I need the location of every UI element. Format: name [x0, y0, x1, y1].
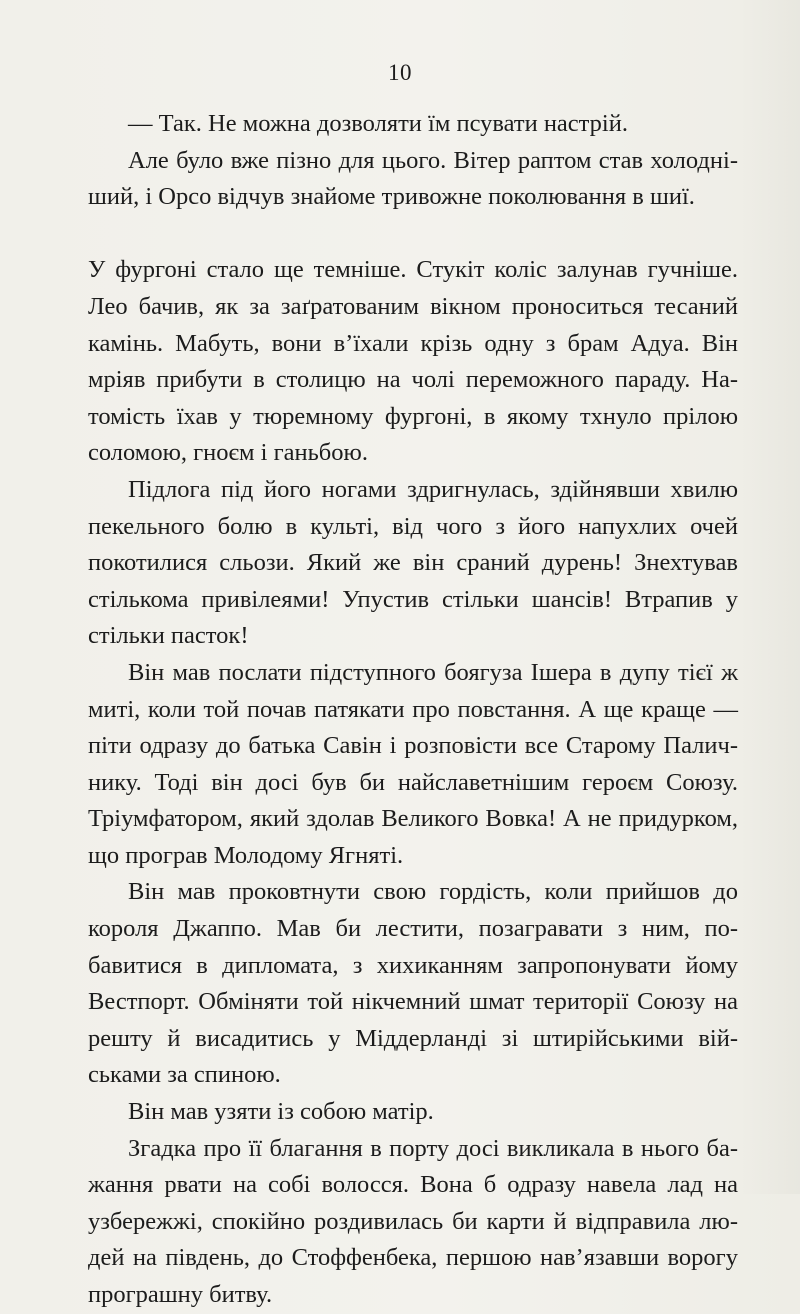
paragraph: Підлога під його ногами здригнулась, здійнявши хвилю пекельного болю в культі, від чого з його напухлих очей покотилися сльози. Який же він сраний дурень! Знехтував стількома привілеями! Упустив стільки шансів! Втрапив у стільки пасток!: [88, 475, 738, 650]
paragraph: Він мав послати підступного боягуза Ішера в дупу тієї ж миті, коли той почав патякати про повстання. А ще краще — піти одразу до батька Савін і розповісти все Старому Паличнику. Тоді він досі був би найславетнішим героєм Союзу. Тріумфатором, який здолав Великого Вовка! А не придурком, що програв Молодому Ягняті.: [88, 658, 738, 869]
paragraph: Він мав узяти із собою матір.: [128, 1098, 434, 1126]
paragraph: Але було вже пізно для цього. Вітер раптом став холодніший, і Орсо відчув знайоме тривожне поколювання в шиї.: [88, 146, 738, 211]
paragraph: — Так. Не можна дозволяти їм псувати настрій.: [128, 110, 628, 137]
page-text: [88, 106, 738, 1314]
page-edge-shadow: [740, 0, 800, 1194]
paragraph-section-start: У фургоні стало ще темніше. Стукіт коліс залунав гучніше. Лео бачив, як за заґратованим вікном проноситься тесаний камінь. Мабуть, вони в’їхали крізь одну з брам Адуа. Він мріяв прибути в столицю на чолі переможного параду. Натомість їхав у тюремному фургоні, в якому тхнуло прілою соломою, гноєм і ганьбою.: [88, 256, 738, 467]
page-number: 10: [388, 60, 412, 85]
paragraph: Згадка про її благання в порту досі викликала в нього бажання рвати на собі волосся. Вона б одразу навела лад на узбережжі, спокійно роздивилась би карти й відправила людей на південь, до Стоффенбека, першою нав’язавши ворогу програшну битву.: [88, 1134, 738, 1308]
paragraph: Він мав проковтнути свою гордість, коли прийшов до короля Джаппо. Мав би лестити, позагравати з ним, побавитися в дипломата, з хихиканням запропонувати йому Вестпорт. Обміняти той нікчемний шмат території Союзу на решту й висадитись у Міддерланді зі штирійськими військами за спиною.: [88, 878, 738, 1089]
